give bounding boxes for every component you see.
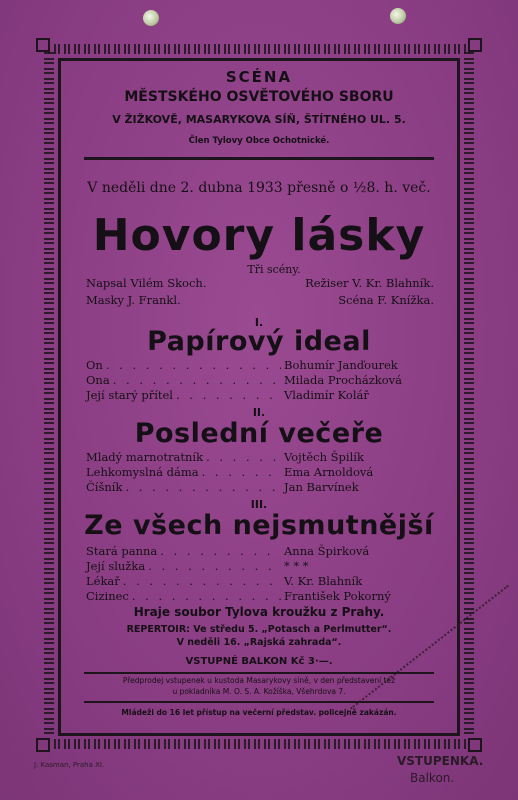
ticket-stub-label: VSTUPENKA.	[397, 754, 484, 768]
leader-dots	[106, 358, 281, 372]
cast-role: Číšník	[86, 480, 123, 494]
venue-address: V ŽIŽKOVĚ, MASARYKOVA SÍŇ, ŠTÍTNÉHO UL. 5.	[112, 113, 406, 126]
organisation-name: MĚSTSKÉHO OSVĚTOVÉHO SBORU	[124, 89, 394, 105]
greek-key-border-top	[48, 44, 470, 54]
ensemble-note: Hraje soubor Tylova kroužku z Prahy.	[133, 605, 385, 619]
cast-line	[86, 544, 432, 558]
price-divider	[84, 672, 434, 674]
presale-line-2: u pokladníka M. O. S. A. Kožíška, Všehrdova 7.	[172, 687, 346, 696]
ticket-price: VSTUPNÉ BALKON Kč 3·—.	[185, 656, 333, 667]
leader-dots	[113, 373, 281, 387]
scene-title: Poslední večeře	[134, 418, 384, 449]
scene-numeral: I.	[254, 316, 264, 329]
leader-dots	[160, 544, 281, 558]
frame-corner-icon	[468, 738, 482, 752]
cast-actor: Anna Špirková	[284, 544, 370, 558]
cast-role: Lehkomyslná dáma	[86, 465, 199, 479]
cast-actor: Bohumír Janďourek	[284, 358, 398, 372]
leader-dots	[148, 559, 281, 573]
cast-actor: * * *	[284, 559, 309, 573]
cast-line	[86, 450, 432, 464]
play-masks: Masky J. Frankl.	[86, 293, 181, 307]
cast-line	[86, 559, 432, 573]
cast-actor: Vojtěch Špilík	[284, 450, 364, 464]
cast-actor: Jan Barvínek	[284, 480, 359, 494]
cast-actor: V. Kr. Blahník	[284, 574, 363, 588]
presale-line-1: Předprodej vstupenek u kustoda Masarykovy síně, v den představení též	[122, 676, 396, 685]
ticket-stub-seat: Balkon.	[410, 771, 455, 785]
play-director: Režiser V. Kr. Blahník.	[305, 276, 434, 290]
leader-dots	[132, 589, 281, 603]
greek-key-border-bottom	[48, 739, 470, 749]
frame-corner-icon	[468, 38, 482, 52]
cast-role: Její služka	[86, 559, 146, 573]
greek-key-border-left	[44, 52, 54, 736]
leader-dots	[206, 450, 281, 464]
cast-line	[86, 358, 432, 372]
leader-dots	[123, 574, 281, 588]
cast-role: On	[86, 358, 103, 372]
play-author: Napsal Vilém Skoch.	[86, 276, 207, 290]
greek-key-border-right	[464, 52, 474, 736]
cast-role: Cizinec	[86, 589, 129, 603]
scene-title: Ze všech nejsmutnější	[84, 510, 434, 541]
cast-actor: František Pokorný	[284, 589, 391, 603]
age-restriction-notice: Mládeži do 16 let přístup na večerní představ. policejně zakázán.	[121, 708, 397, 717]
cast-line	[86, 574, 432, 588]
cast-actor: Vladimír Kolář	[284, 388, 369, 402]
cast-line	[86, 465, 432, 479]
notice-divider	[84, 701, 434, 703]
thumbtack-left-icon	[143, 10, 159, 26]
cast-line	[86, 373, 432, 387]
theatre-name: SCÉNA	[225, 68, 293, 86]
scene-title: Papírový ideal	[147, 326, 371, 357]
cast-line	[86, 589, 432, 603]
cast-role: Ona	[86, 373, 110, 387]
printer-imprint: J. Kasman, Praha XI.	[34, 761, 105, 769]
cast-actor: Milada Procházková	[284, 373, 403, 387]
frame-corner-icon	[36, 38, 50, 52]
cast-line	[86, 480, 432, 494]
leader-dots	[202, 465, 281, 479]
cast-role: Její starý přítel	[86, 388, 173, 402]
scene-numeral: II.	[252, 406, 266, 419]
leader-dots	[176, 388, 281, 402]
cast-role: Lékař	[86, 574, 120, 588]
repertoire-line-2: V neděli 16. „Rajská zahrada“.	[176, 637, 342, 648]
play-scenery: Scéna F. Knížka.	[338, 293, 434, 307]
frame-corner-icon	[36, 738, 50, 752]
play-title: Hovory lásky	[92, 210, 426, 261]
performance-date: V neděli dne 2. dubna 1933 přesně o ½8. h. več.	[87, 180, 431, 196]
play-subtitle: Tři scény.	[247, 263, 301, 276]
thumbtack-right-icon	[390, 8, 406, 24]
cast-line	[86, 388, 432, 402]
membership-note: Člen Tylovy Obce Ochotnické.	[188, 136, 330, 146]
scene-numeral: III.	[250, 498, 268, 511]
cast-role: Mladý marnotratník	[86, 450, 204, 464]
cast-role: Stará panna	[86, 544, 158, 558]
cast-actor: Ema Arnoldová	[284, 465, 374, 479]
leader-dots	[125, 480, 281, 494]
repertoire-line-1: REPERTOIR: Ve středu 5. „Potasch a Perlmutter“.	[126, 624, 392, 635]
header-divider	[84, 157, 434, 160]
